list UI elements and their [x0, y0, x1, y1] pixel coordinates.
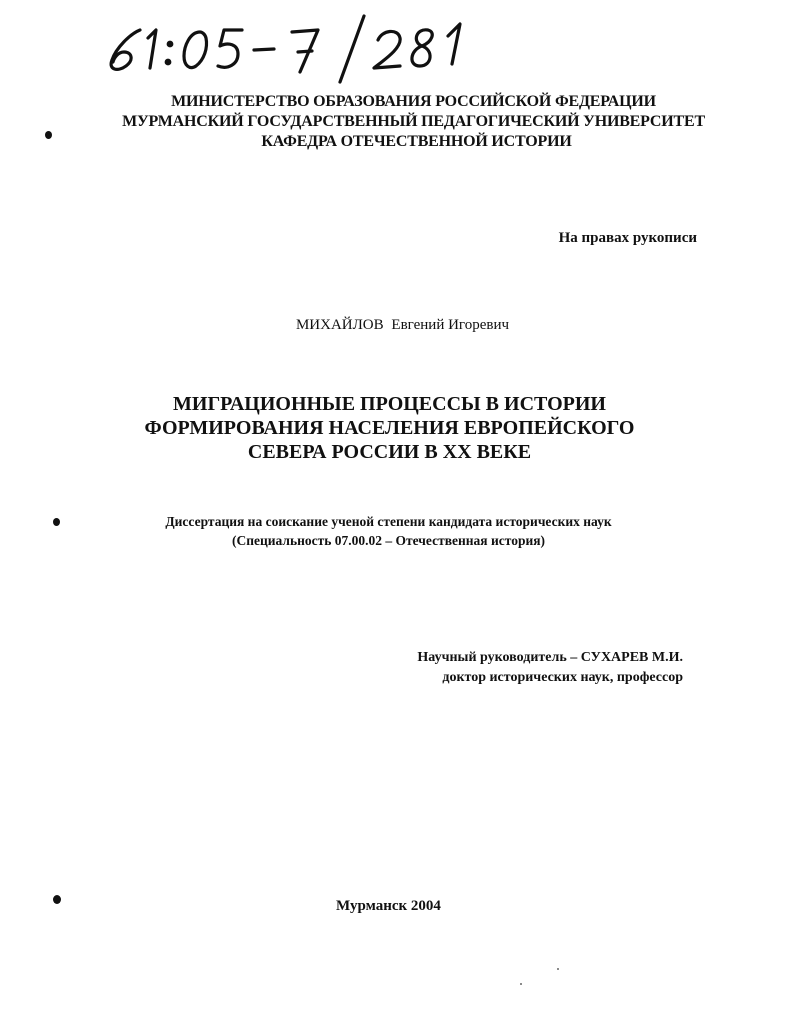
- title-line-1: МИГРАЦИОННЫЕ ПРОЦЕССЫ В ИСТОРИИ: [173, 393, 606, 415]
- punch-hole-mark: [45, 131, 52, 139]
- supervisor-degree: доктор исторических наук, профессор: [442, 670, 683, 685]
- degree-statement: [0, 512, 795, 550]
- archive-number-handwriting: [96, 8, 486, 88]
- handwritten-archive-number: [96, 8, 486, 88]
- manuscript-rights-note: На правах рукописи: [558, 230, 697, 246]
- author-given-names: Евгений Игоревич: [391, 317, 510, 333]
- scan-speck: [557, 968, 559, 970]
- author-surname: МИХАЙЛОВ: [295, 317, 384, 333]
- institution-header: [0, 92, 795, 152]
- specialty-line: (Специальность 07.00.02 – Отечественная история): [231, 533, 546, 548]
- university-name: МУРМАНСКИЙ ГОСУДАРСТВЕННЫЙ ПЕДАГОГИЧЕСКИЙ УНИВЕРСИТЕТ: [122, 113, 705, 130]
- scan-speck: [520, 983, 522, 985]
- dissertation-title: [0, 392, 795, 464]
- city-year: [0, 898, 795, 915]
- supervisor-name: Научный руководитель – СУХАРЕВ М.И.: [417, 650, 683, 665]
- title-line-3: СЕВЕРА РОССИИ В XX ВЕКЕ: [247, 441, 532, 463]
- punch-hole-mark: [53, 518, 60, 526]
- ministry-name: МИНИСТЕРСТВО ОБРАЗОВАНИЯ РОССИЙСКОЙ ФЕДЕРАЦИИ: [171, 93, 656, 110]
- author-name: [0, 317, 795, 334]
- degree-line: Диссертация на соискание ученой степени кандидата исторических наук: [165, 514, 612, 529]
- title-line-2: ФОРМИРОВАНИЯ НАСЕЛЕНИЯ ЕВРОПЕЙСКОГО: [144, 417, 635, 439]
- supervisor-block: [417, 648, 683, 688]
- punch-hole-mark: [53, 895, 61, 904]
- city-year-text: Мурманск 2004: [336, 898, 441, 914]
- department-name: КАФЕДРА ОТЕЧЕСТВЕННОЙ ИСТОРИИ: [261, 133, 572, 150]
